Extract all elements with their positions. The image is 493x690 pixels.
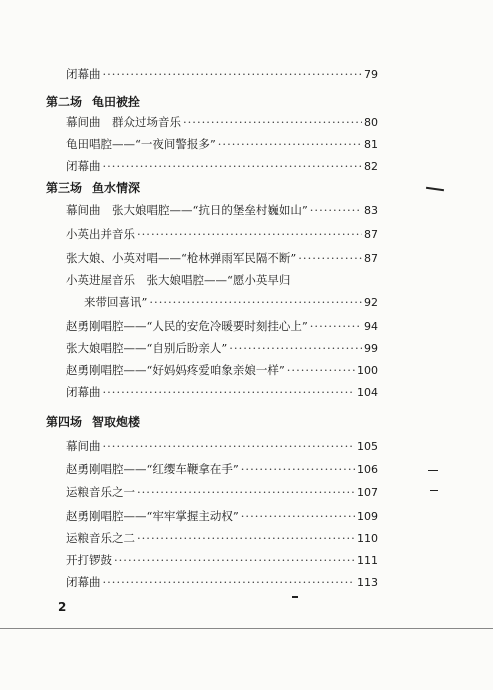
entry-title: 运粮音乐之二 [66,531,135,545]
entry-page: 104 [357,386,378,399]
entry-title: 闭幕曲 [66,67,101,81]
leader-dots [137,528,355,548]
leader-dots [241,506,355,526]
scene-number: 第二场 [46,95,83,109]
entry-page: 107 [357,486,378,499]
leader-dots [103,156,363,176]
toc-entry[interactable] [66,112,378,132]
toc-entry[interactable] [66,572,378,592]
entry-page: 82 [364,160,378,173]
leader-dots [103,382,356,402]
leader-dots [114,550,355,570]
toc-entry[interactable] [66,482,378,502]
leader-dots [103,64,363,84]
leader-dots [149,292,362,312]
scan-mark [292,596,298,598]
entry-title: 张大娘、小英对唱——“枪林弹雨军民隔不断” [66,251,297,265]
scene-name: 鱼水情深 [92,181,141,195]
entry-page: 81 [364,138,378,151]
entry-title: 闭幕曲 [66,385,101,399]
entry-title: 张大娘唱腔——“自别后盼亲人” [66,341,228,355]
entry-title: 小英进屋音乐 张大娘唱腔——“愿小英早归 [66,273,291,287]
entry-title: 幕间曲 张大娘唱腔——“抗日的堡垒村巍如山” [66,203,308,217]
toc-entry[interactable] [66,134,378,154]
leader-dots [103,436,356,456]
toc-entry[interactable] [66,528,378,548]
entry-page: 87 [364,252,378,265]
entry-title: 赵勇刚唱腔——“人民的安危冷暖要时刻挂心上” [66,319,308,333]
entry-title: 来带回喜讯” [84,295,148,309]
entry-title: 赵勇刚唱腔——“红缨车鞭拿在手” [66,462,239,476]
toc-entry[interactable] [66,360,378,380]
leader-dots [218,134,362,154]
toc-entry[interactable] [66,382,378,402]
leader-dots [137,482,355,502]
entry-title: 龟田唱腔——“一夜间警报多” [66,137,216,151]
entry-page: 109 [357,510,378,523]
toc-entry[interactable] [66,224,378,244]
toc-entry[interactable] [66,156,378,176]
scene-heading [46,178,366,198]
scan-mark [430,490,438,491]
entry-page: 79 [364,68,378,81]
entry-page: 87 [364,228,378,241]
entry-title: 闭幕曲 [66,575,101,589]
leader-dots [241,459,355,479]
page-number: 2 [58,600,67,614]
entry-page: 80 [364,116,378,129]
scan-mark [426,187,444,191]
toc-entry[interactable] [66,64,378,84]
entry-title: 运粮音乐之一 [66,485,135,499]
entry-page: 83 [364,204,378,217]
toc-entry-continuation[interactable] [84,292,378,312]
entry-title: 赵勇刚唱腔——“牢牢掌握主动权” [66,509,239,523]
entry-title: 赵勇刚唱腔——“好妈妈疼爱咱象亲娘一样” [66,363,285,377]
scene-number: 第三场 [46,181,83,195]
entry-page: 92 [364,296,378,309]
toc-entry[interactable] [66,338,378,358]
toc-entry[interactable] [66,316,378,336]
entry-title: 幕间曲 群众过场音乐 [66,115,181,129]
leader-dots [183,112,362,132]
entry-title: 闭幕曲 [66,159,101,173]
leader-dots [137,224,362,244]
entry-page: 106 [357,463,378,476]
toc-entry[interactable] [66,459,378,479]
entry-page: 113 [357,576,378,589]
leader-dots [310,200,362,220]
scene-name: 龟田被拴 [92,95,141,109]
toc-entry[interactable] [66,436,378,456]
entry-page: 111 [357,554,378,567]
entry-page: 110 [357,532,378,545]
scene-heading [46,92,366,112]
entry-title: 小英出并音乐 [66,227,135,241]
entry-page: 100 [357,364,378,377]
scene-heading [46,412,366,432]
entry-page: 99 [364,342,378,355]
toc-entry[interactable] [66,506,378,526]
leader-dots [310,316,362,336]
entry-page: 94 [364,320,378,333]
scan-mark [428,470,438,471]
toc-entry[interactable] [66,200,378,220]
entry-page: 105 [357,440,378,453]
leader-dots [229,338,362,358]
entry-title: 开打锣鼓 [66,553,112,567]
entry-title: 幕间曲 [66,439,101,453]
toc-entry[interactable] [66,270,378,290]
scan-edge-line [0,628,493,629]
leader-dots [287,360,355,380]
toc-entry[interactable] [66,248,378,268]
scene-number: 第四场 [46,415,83,429]
toc-entry[interactable] [66,550,378,570]
leader-dots [103,572,356,592]
scene-name: 智取炮楼 [92,415,141,429]
leader-dots [298,248,362,268]
